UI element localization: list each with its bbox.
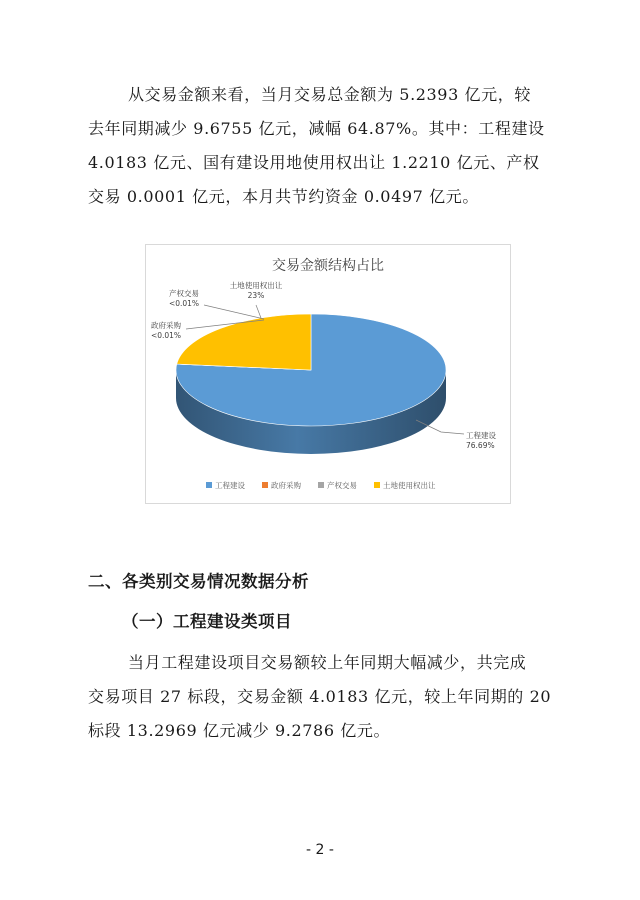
legend-swatch [206, 482, 212, 488]
legend-swatch [262, 482, 268, 488]
pie-chart-svg [146, 245, 510, 503]
legend-label: 政府采购 [271, 481, 301, 490]
legend-label: 工程建设 [215, 481, 245, 490]
data-label-name: 工程建设 [466, 431, 496, 440]
paragraph-engineering-projects [88, 646, 564, 748]
paragraph-line: 交易 0.0001 亿元，本月共节约资金 0.0497 亿元。 [88, 187, 479, 206]
section-heading: 二、各类别交易情况数据分析 [88, 572, 309, 591]
data-label-name: 土地使用权出让 [229, 281, 283, 290]
legend-label: 土地使用权出让 [383, 481, 436, 490]
data-label-name: 产权交易 [169, 289, 199, 298]
data-label-name: 政府采购 [151, 321, 181, 330]
page-number: - 2 - [306, 842, 334, 858]
data-label-pct: 23% [247, 291, 265, 300]
legend-swatch [374, 482, 380, 488]
paragraph-line: 交易项目 27 标段，交易金额 4.0183 亿元，较上年同期的 20 [88, 687, 552, 706]
chart-title: 交易金额结构占比 [272, 258, 384, 274]
paragraph-line: 从交易金额来看，当月交易总金额为 5.2393 亿元，较 [128, 85, 531, 104]
legend-swatch [318, 482, 324, 488]
legend-label: 产权交易 [327, 481, 357, 490]
data-label-pct: <0.01% [168, 299, 200, 308]
leader-line [256, 305, 261, 318]
leader-line [204, 305, 264, 319]
paragraph-line: 4.0183 亿元、国有建设用地使用权出让 1.2210 亿元、产权 [88, 153, 540, 172]
data-label-pct: <0.01% [150, 331, 182, 340]
paragraph-line: 去年同期减少 9.6755 亿元，减幅 64.87%。其中：工程建设 [88, 119, 545, 138]
paragraph-line: 当月工程建设项目交易额较上年同期大幅减少，共完成 [128, 653, 527, 672]
paragraph-transaction-amount [88, 78, 564, 214]
data-label-pct: 76.69% [466, 441, 495, 450]
pie-chart [145, 244, 511, 504]
paragraph-line: 标段 13.2969 亿元减少 9.2786 亿元。 [88, 721, 391, 740]
subsection-heading: （一）工程建设类项目 [122, 612, 292, 631]
